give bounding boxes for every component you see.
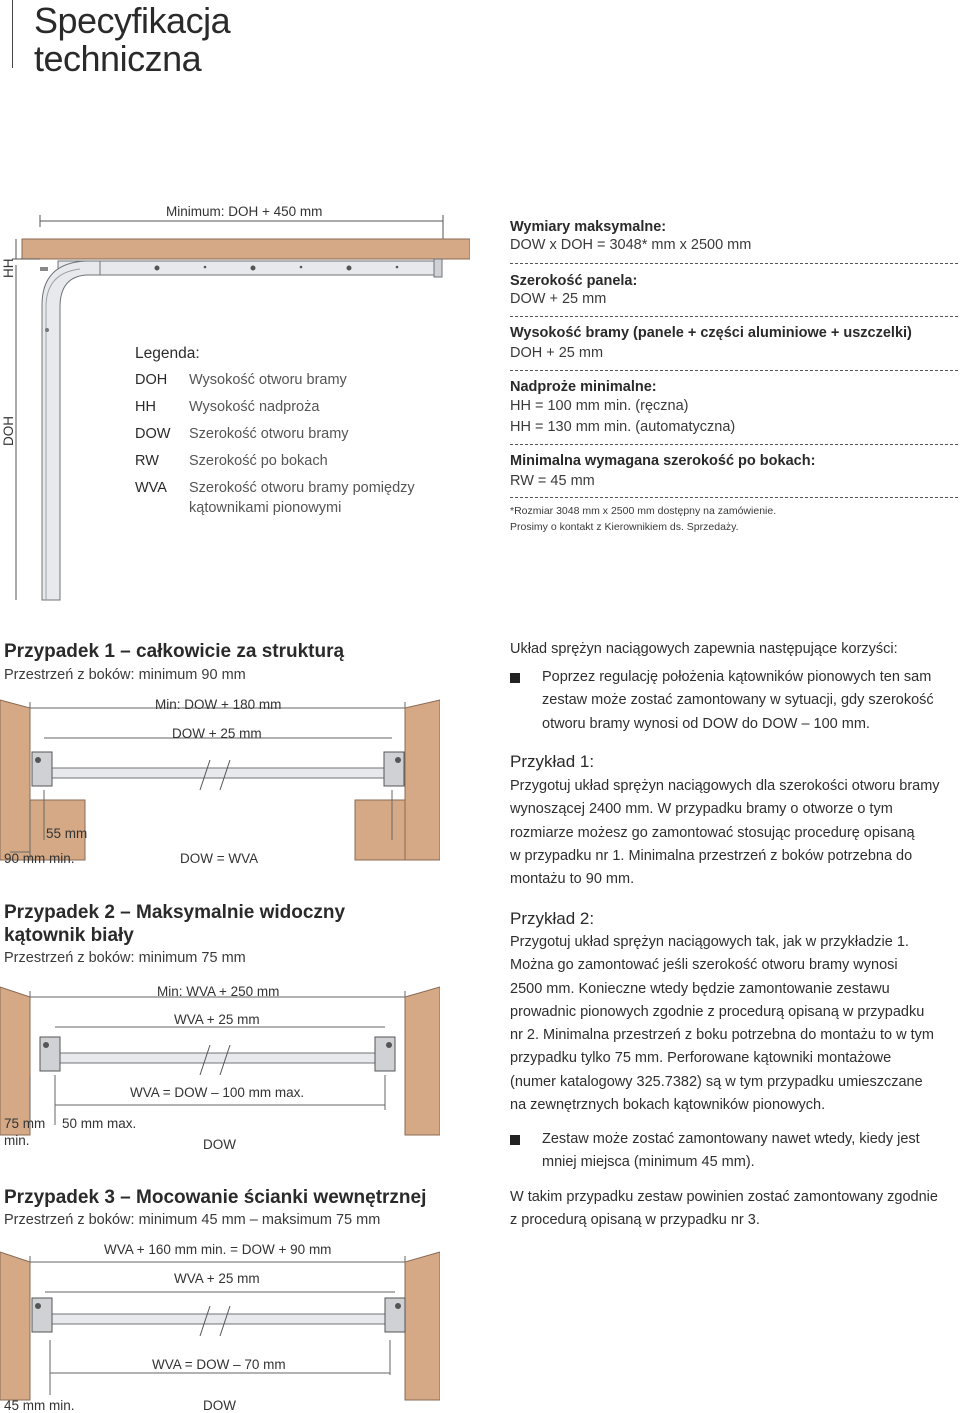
para-line: 2500 mm. Konieczne wtedy będzie zamontowanie zestawu	[510, 980, 890, 997]
legend-abbr: DOW	[135, 426, 171, 442]
legend-desc: Wysokość otworu bramy	[189, 372, 347, 388]
example1-heading: Przykład 1:	[510, 752, 595, 771]
case2-dim-75: 75 mm	[4, 1116, 46, 1131]
case3-dim-mid: WVA + 25 mm	[174, 1271, 260, 1286]
case2-subheading: Przestrzeń z boków: minimum 75 mm	[4, 950, 246, 966]
horizontal-track	[58, 261, 440, 275]
right-wall	[405, 700, 440, 860]
title-rule	[12, 0, 13, 68]
spec-max-dims-value: DOW x DOH = 3048* mm x 2500 mm	[510, 237, 752, 253]
legend-desc: Szerokość otworu bramy	[189, 426, 349, 442]
door-panel	[55, 1053, 385, 1063]
legend-table	[135, 367, 415, 518]
divider	[510, 316, 958, 317]
spec-headroom-auto: HH = 130 mm min. (automatyczna)	[510, 419, 736, 435]
case3-heading: Przypadek 3 – Mocowanie ścianki wewnętrznej	[4, 1187, 427, 1208]
para-line: nr 2. Minimalna przestrzeń z boku potrzebna do montażu to w tym	[510, 1027, 934, 1044]
bullet-square-icon	[510, 1135, 520, 1145]
door-panel	[45, 1314, 395, 1324]
case1-dim-mid: DOW + 25 mm	[172, 726, 262, 741]
bullet-line: Zestaw może zostać zamontowany nawet wtedy, kiedy jest	[542, 1131, 920, 1147]
para-line: przypadku tylko 75 mm. Perforowane kątowniki montażowe	[510, 1050, 892, 1067]
legend-heading: Legenda:	[135, 345, 200, 362]
spec-headroom-heading: Nadproże minimalne:	[510, 379, 657, 395]
doh-label: DOH	[1, 416, 16, 446]
legend-abbr: DOH	[135, 372, 168, 388]
spec-panel-width-value: DOW + 25 mm	[510, 291, 607, 307]
bullet-text	[542, 666, 934, 736]
bullet-line: mniej miejsca (minimum 45 mm).	[542, 1154, 755, 1171]
bullet-square-icon	[510, 673, 520, 683]
title-line-2: techniczna	[34, 38, 202, 79]
left-bracket	[40, 1037, 60, 1071]
legend-row	[135, 367, 415, 394]
legend-desc-line: kątownikami pionowymi	[189, 500, 342, 516]
legend-row	[135, 394, 415, 421]
left-bracket	[32, 1298, 52, 1332]
case2-dim-50: 50 mm max.	[62, 1116, 137, 1131]
bullet-line: zestaw może zostać zamontowany w sytuacji, gdy szerokość	[542, 692, 934, 709]
case2-dim-top: Min: WVA + 250 mm	[157, 984, 280, 999]
spec-door-height-heading: Wysokość bramy (panele + części aluminiowe + uszczelki)	[510, 325, 912, 341]
case2-dim-mid: WVA + 25 mm	[174, 1012, 260, 1027]
header-beam	[22, 239, 470, 259]
legend-row	[135, 421, 415, 448]
spec-door-height-value: DOH + 25 mm	[510, 345, 604, 361]
para-line: (numer katalogowy 325.7382) są w tym przypadku umieszczane	[510, 1073, 923, 1090]
dim-min-label: Minimum: DOH + 450 mm	[166, 204, 323, 219]
left-wall	[0, 987, 30, 1135]
footnote-line: Prosimy o kontakt z Kierownikiem ds. Sprzedaży.	[510, 521, 739, 533]
case3-dim-top: WVA + 160 mm min. = DOW + 90 mm	[104, 1242, 332, 1257]
spec-panel-width-heading: Szerokość panela:	[510, 273, 638, 289]
bullet-line: Poprzez regulację położenia kątowników pionowych ten sam	[542, 669, 932, 685]
bullet-line: otworu bramy wynosi od DOW do DOW – 100 mm.	[542, 715, 870, 732]
example2-text	[510, 931, 934, 1117]
legend-desc	[189, 475, 415, 518]
para-line: Przygotuj układ sprężyn naciągowych tak, jak w przykładzie 1.	[510, 934, 909, 950]
spec-side-room-value: RW = 45 mm	[510, 473, 595, 489]
para-line: prowadnic pionowych zgodnie z procedurą opisaną w przypadku	[510, 1003, 925, 1020]
para-line: w przypadku nr 1. Minimalna przestrzeń z boków potrzebna do	[510, 847, 913, 864]
case2-heading-line: kątownik biały	[4, 925, 134, 946]
case1-dim-90: 90 mm min.	[4, 851, 75, 866]
divider	[510, 444, 958, 445]
case2-dim-wva: WVA = DOW – 100 mm max.	[130, 1085, 305, 1100]
final-text	[510, 1186, 938, 1233]
para-line: Można go zamontować jeśli szerokość otworu bramy wynosi	[510, 957, 898, 974]
curved-track	[42, 261, 100, 600]
divider	[510, 497, 958, 498]
legend-row	[135, 448, 415, 475]
footnote-line: *Rozmiar 3048 mm x 2500 mm dostępny na zamówienie.	[510, 505, 777, 517]
para-line: na zewnętrznych bokach kątowników pionowych.	[510, 1097, 826, 1114]
case3-dim-wva: WVA = DOW – 70 mm	[152, 1357, 286, 1372]
door-panel	[44, 768, 392, 778]
para-line: z procedurą opisaną w przypadku nr 3.	[510, 1212, 760, 1229]
legend-desc-line: Szerokość otworu bramy pomiędzy	[189, 480, 415, 496]
hh-label: HH	[1, 258, 16, 278]
para-line: montażu to 90 mm.	[510, 871, 635, 888]
legend-abbr: WVA	[135, 480, 167, 496]
spec-max-dims-heading: Wymiary maksymalne:	[510, 219, 667, 235]
example1-text	[510, 775, 940, 891]
legend-abbr: HH	[135, 399, 156, 415]
para-line: wynoszącej 2400 mm. W przypadku bramy o otworze o tym	[510, 801, 893, 818]
case1-heading: Przypadek 1 – całkowicie za strukturą	[4, 641, 345, 662]
case2-dim-dow: DOW	[203, 1137, 236, 1152]
case3-dim-45: 45 mm min.	[4, 1398, 75, 1413]
case3-diagram	[0, 1240, 440, 1405]
left-wall	[0, 1252, 30, 1400]
para-line: rozmiarze możesz go zamontować stosując procedurę opisaną	[510, 824, 915, 841]
legend-desc: Szerokość po bokach	[189, 453, 328, 469]
intro-text: Układ sprężyn naciągowych zapewnia następujące korzyści:	[510, 641, 898, 657]
example2-heading: Przykład 2:	[510, 909, 595, 928]
case1-dim-bottom: DOW = WVA	[180, 851, 259, 866]
case3-dim-dow: DOW	[203, 1398, 236, 1413]
legend-row	[135, 475, 415, 518]
case1-dim-55: 55 mm	[46, 826, 88, 841]
page-title	[34, 2, 230, 78]
spec-headroom-manual: HH = 100 mm min. (ręczna)	[510, 398, 689, 414]
para-line: W takim przypadku zestaw powinien zostać zamontowany zgodnie	[510, 1189, 938, 1205]
case3-subheading: Przestrzeń z boków: minimum 45 mm – maksimum 75 mm	[4, 1212, 381, 1228]
case2-dim-75-min: min.	[4, 1133, 30, 1148]
left-wall	[0, 700, 30, 860]
right-bracket	[385, 1298, 405, 1332]
legend-abbr: RW	[135, 453, 159, 469]
right-wall	[405, 987, 440, 1135]
para-line: Przygotuj układ sprężyn naciągowych dla szerokości otworu bramy	[510, 778, 940, 794]
case1-subheading: Przestrzeń z boków: minimum 90 mm	[4, 667, 246, 683]
divider	[510, 370, 958, 371]
case2-heading-line: Przypadek 2 – Maksymalnie widoczny	[4, 902, 346, 923]
right-bracket	[375, 1037, 395, 1071]
case2-heading	[4, 901, 345, 947]
right-wall	[405, 1252, 440, 1400]
spec-side-room-heading: Minimalna wymagana szerokość po bokach:	[510, 453, 816, 469]
title-line-1: Specyfikacja	[34, 0, 231, 41]
bullet-text	[542, 1128, 920, 1175]
left-bracket	[32, 752, 52, 786]
divider	[510, 263, 958, 264]
right-bracket	[384, 752, 404, 786]
legend-desc: Wysokość nadproża	[189, 399, 320, 415]
case1-dim-top: Min: DOW + 180 mm	[155, 697, 282, 712]
